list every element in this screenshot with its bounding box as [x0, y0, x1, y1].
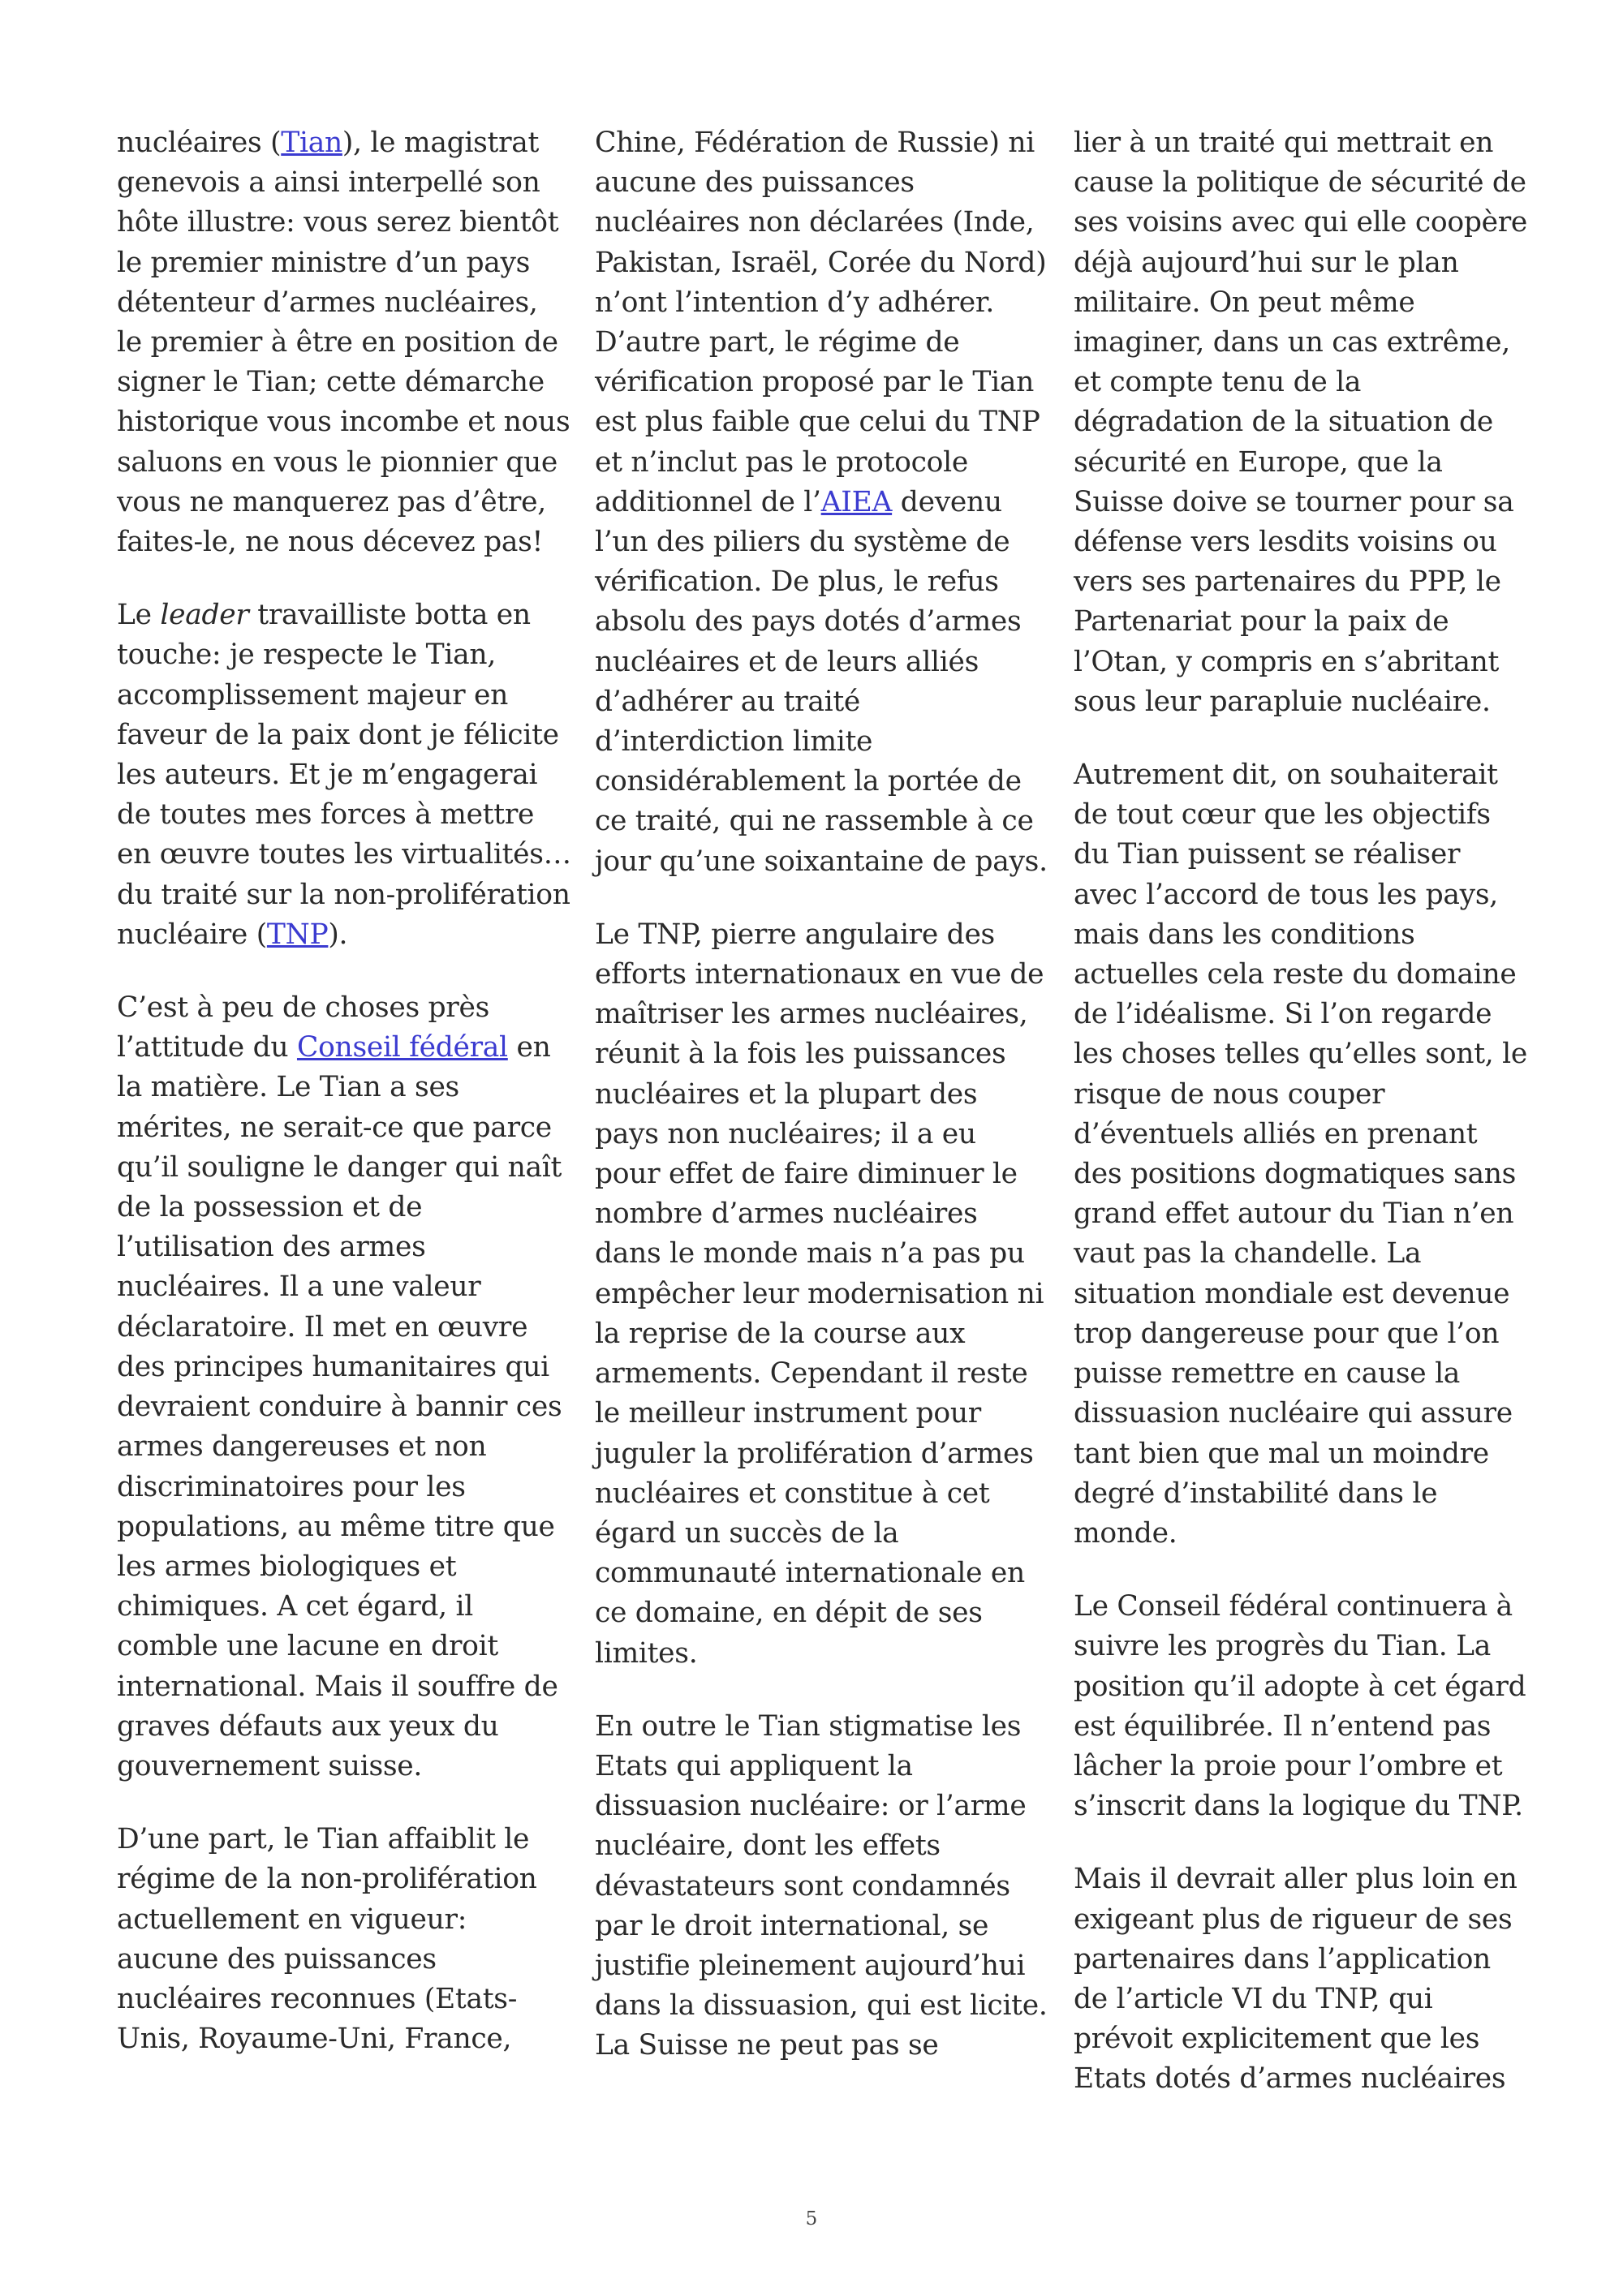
paragraph [595, 915, 1049, 1674]
text-run: Chine, Fédération de Russie) ni aucune des puissances nucléaires non déclarées (Inde, Pakistan, Israël, Corée du Nord) n’ont l’intention d’y adhérer. D’autre part, le régime de vérification proposé par le Tian est plus faible que celui du TNP et n’inclut pas le protocole additionnel de l’ [595, 127, 1047, 518]
text-run: travailliste botta en touche: je respecte le Tian, accomplissement majeur en faveur de la paix dont je félicite les auteurs. Et je m’engagerai de toutes mes forces à mettre en œuvre toutes les virtualités… du traité sur la non-prolifération nucléaire ( [117, 599, 571, 951]
text-column-1 [117, 123, 571, 2059]
text-run: Le [117, 599, 161, 632]
text-run: Le TNP, pierre angulaire des efforts internationaux en vue de maîtriser les armes nucléaires, réunit à la fois les puissances nucléaires et la plupart des pays non nucléaires; il a eu pour effet de faire diminuer le nombre d’armes nucléaires dans le monde mais n’a pas pu empêcher leur modernisation ni la reprise de la course aux armements. Cependant il reste le meilleur instrument pour juguler la prolifération d’armes nucléaires et constitue à cet égard un succès de la communauté internationale en ce domaine, en dépit de ses limites. [595, 918, 1044, 1670]
text-run: Autrement dit, on souhaiterait de tout cœur que les objectifs du Tian puissent se réaliser avec l’accord de tous les pays, mais dans les conditions actuelles cela reste du domaine de l’idéalisme. Si l’on regarde les choses telles qu’elles sont, le risque de nous couper d’éventuels alliés en prenant des positions dogmatiques sans grand effet autour du Tian n’en vaut pas la chandelle. La situation mondiale est devenue trop dangereuse pour que l’on puisse remettre en cause la dissuasion nucléaire qui assure tant bien que mal un moindre degré d’instabilité dans le monde. [1074, 759, 1527, 1550]
text-column-3 [1074, 123, 1528, 2100]
paragraph [1074, 1860, 1528, 2099]
hyperlink-tnp[interactable]: TNP [266, 918, 329, 951]
paragraph [117, 988, 571, 1786]
text-run: C’est à peu de choses près l’attitude du [117, 991, 490, 1064]
page-number: 5 [805, 2208, 818, 2229]
text-run: En outre le Tian stigmatise les Etats qui appliquent la dissuasion nucléaire: or l’arme nucléaire, dont les effets dévastateurs sont condamnés par le droit international, se justifie pleinement aujourd’hui dans la dissuasion, qui est licite. La Suisse ne peut pas se [595, 1709, 1048, 2062]
paragraph [117, 123, 571, 562]
text-run: ), le magistrat genevois a ainsi interpellé son hôte illustre: vous serez bientôt le premier ministre d’un pays détenteur d’armes nucléaires, le premier à être en position de signer le Tian; cette démarche historique vous incombe et nous saluons en vous le pionnier que vous ne manquerez pas d’être, faites-le, ne nous décevez pas! [117, 127, 570, 559]
text-run: nucléaires ( [117, 127, 282, 159]
paragraph [117, 595, 571, 955]
paragraph [1074, 755, 1528, 1554]
text-column-2 [595, 123, 1049, 2066]
text-run: ). [328, 918, 348, 951]
text-run: Mais il devrait aller plus loin en exigeant plus de rigueur de ses partenaires dans l’application de l’article VI du TNP, qui prévoit explicitement que les Etats dotés d’armes nucléaires [1074, 1863, 1518, 2096]
hyperlink-tian[interactable]: Tian [281, 127, 342, 159]
hyperlink-conseil-f-d-ral[interactable]: Conseil fédéral [296, 1031, 508, 1064]
paragraph [1074, 123, 1528, 722]
hyperlink-aiea[interactable]: AIEA [820, 485, 893, 518]
text-run: en la matière. Le Tian a ses mérites, ne serait-ce que parce qu’il souligne le danger qui naît de la possession et de l’utilisation des armes nucléaires. Il a une valeur déclaratoire. Il met en œuvre des principes humanitaires qui devraient conduire à bannir ces armes dangereuses et non discriminatoires pour les populations, au même titre que les armes biologiques et chimiques. A cet égard, il comble une lacune en droit international. Mais il souffre de graves défauts aux yeux du gouvernement suisse. [117, 1031, 562, 1782]
italic-text: leader [160, 599, 249, 632]
text-run: lier à un traité qui mettrait en cause la politique de sécurité de ses voisins avec qui elle coopère déjà aujourd’hui sur le plan militaire. On peut même imaginer, dans un cas extrême, et compte tenu de la dégradation de la situation de sécurité en Europe, que la Suisse doive se tourner pour sa défense vers lesdits voisins ou vers ses partenaires du PPP, le Partenariat pour la paix de l’Otan, y compris en s’abritant sous leur parapluie nucléaire. [1074, 127, 1528, 718]
text-run: devenu l’un des piliers du système de vérification. De plus, le refus absolu des pays dotés d’armes nucléaires et de leurs alliés d’adhérer au traité d’interdiction limite considérablement la portée de ce traité, qui ne rassemble à ce jour qu’une soixantaine de pays. [595, 485, 1048, 878]
paragraph [595, 123, 1049, 882]
paragraph [117, 1820, 571, 2059]
paragraph [595, 1707, 1049, 2066]
text-run: D’une part, le Tian affaiblit le régime de la non-prolifération actuellement en vigueur: aucune des puissances nucléaires reconnues (Etats-Unis, Royaume-Uni, France, [117, 1823, 537, 2056]
paragraph [1074, 1587, 1528, 1826]
text-run: Le Conseil fédéral continuera à suivre les progrès du Tian. La position qu’il adopte à cet égard est équilibrée. Il n’entend pas lâcher la proie pour l’ombre et s’inscrit dans la logique du TNP. [1074, 1590, 1526, 1823]
